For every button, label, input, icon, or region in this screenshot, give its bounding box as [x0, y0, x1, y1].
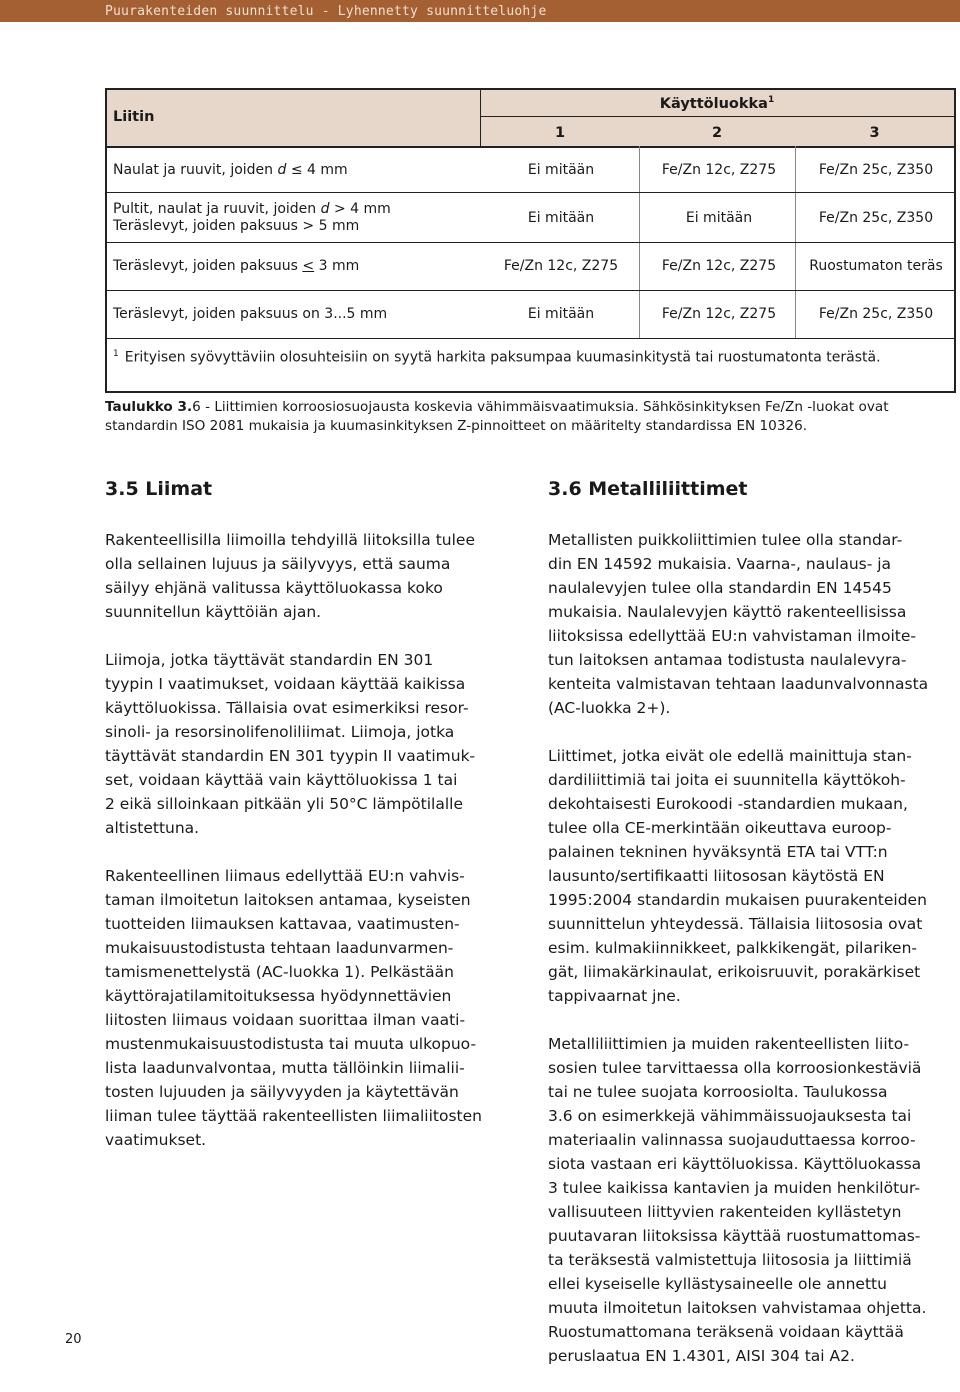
cell-class-1: Ei mitään: [527, 306, 595, 322]
paragraph: Rakenteellisilla liimoilla tehdyillä liitoksilla tulee olla sellainen lujuus ja säilyvyys, että sauma säilyy ehjänä valitussa käyttöluokassa koko suunnitellun käyttöiän ajan.: [105, 531, 475, 621]
cell-class-1: Ei mitään: [527, 210, 595, 226]
row-divider: [107, 290, 954, 291]
heading-metalliliittimet: 3.6 Metalliliittimet: [548, 478, 748, 500]
paragraph: Liimoja, jotka täyttävät standardin EN 301 tyypin I vaatimukset, voidaan käyttää kaikissa käyttöluokissa. Tällaisia ovat esimerkiksi resor- sinoli- ja resorsinolifenoliliimat. Liimoja, jotka täyttävät standardin EN 301 tyypin II vaatimuk- set, voidaan käyttää vain käyttöluokissa 1 tai 2 eikä silloinkaan pitkään yli 50°C lämpötilalle altistettuna.: [105, 651, 476, 837]
column-right: [548, 528, 960, 1392]
caption-label: Taulukko 3.: [105, 399, 193, 415]
header-kayttoluokka: [480, 95, 954, 112]
cell-class-1: Ei mitään: [527, 162, 595, 178]
paragraph: Metalliliittimien ja muiden rakenteellisten liito- sosien tulee tarvittaessa olla korroosionkestäviä tai ne tulee suojata korroosiolta. Taulukossa 3.6 on esimerkkejä vähimmäissuojauksesta tai materiaalin valinnassa suojauduttaessa korroo- siota vastaan eri käyttöluokissa. Käyttöluokassa 3 tulee kaikissa kantavien ja muiden henkilötur- vallisuuteen liittyvien rakenteiden kyllästetyn puutavaran liitoksissa käyttää ruostumattomas- ta teräksestä valmistettuja liitososia ja liittimiä ellei kyseiselle kyllästysaineelle ole annettu muuta ilmoitetun laitoksen vahvistamaa ohjetta. Ruostumattomana teräksenä voidaan käyttää peruslaatua EN 1.4301, AISI 304 tai A2.: [548, 1035, 927, 1365]
header-class-2: 2: [711, 125, 723, 141]
cell-class-2: Fe/Zn 12c, Z275: [661, 162, 777, 178]
row-divider: [107, 242, 954, 243]
running-header: Puurakenteiden suunnittelu - Lyhennetty suunnitteluohje: [105, 4, 547, 19]
cell-class-2: Ei mitään: [685, 210, 753, 226]
cell-class-1: Fe/Zn 12c, Z275: [503, 258, 619, 274]
cell-class-2: Fe/Zn 12c, Z275: [661, 258, 777, 274]
paragraph: Metallisten puikkoliittimien tulee olla standar- din EN 14592 mukaisia. Vaarna-, naulaus- ja naulalevyjen tulee olla standardin EN 14545 mukaisia. Naulalevyjen käyttö rakenteellisissa liitoksissa edellyttää EU:n vahvistaman ilmoite- tun laitoksen antamaa todistusta naulalevyra- kenteita valmistavan tehtaan laadunvalvonnasta (AC-luokka 2+).: [548, 531, 929, 717]
caption-text: 6 - Liittimien korroosiosuojausta koskevia vähimmäisvaatimuksia. Sähkösinkityksen Fe/Zn -luokat ovat standardin ISO 2081 mukaisia ja kuumasinkityksen Z-pinnoitteet on määritelty standardissa EN 10326.: [105, 399, 889, 434]
row-label: Teräslevyt, joiden paksuus < 3 mm: [113, 258, 360, 274]
table-header: [107, 90, 954, 148]
footnote-text: Erityisen syövyttäviin olosuhteisiin on syytä harkita paksumpaa kuumasinkitystä tai ruostumatonta terästä.: [124, 349, 881, 366]
header-kayttoluokka-sup: 1: [767, 95, 775, 105]
cell-class-3: Fe/Zn 25c, Z350: [818, 162, 934, 178]
row-label: Naulat ja ruuvit, joiden d ≤ 4 mm: [113, 162, 348, 178]
corrosion-table: [105, 88, 956, 393]
paragraph: Liittimet, jotka eivät ole edellä mainittuja stan- dardiliittimiä tai joita ei suunnitella käyttökoh- dekohtaisesti Eurokoodi -standardien mukaan, tulee olla CE-merkintään oikeuttava euroop- palainen tekninen hyväksyntä ETA tai VTT:n lausunto/sertifikaatti liitososan käytöstä EN 1995:2004 standardin mukaisen puurakenteiden suunnittelun yhteydessä. Tällaisia liitososia ovat esim. kulmakiinnikkeet, palkkikengät, pilariken- gät, liimakärkinaulat, erikoisruuvit, porakärkiset tappivaarnat jne.: [548, 747, 927, 1005]
table-footnote: [113, 345, 943, 368]
heading-liimat: 3.5 Liimat: [105, 478, 213, 500]
page-number: 20: [65, 1332, 82, 1347]
header-kayttoluokka-text: Käyttöluokka: [659, 95, 768, 112]
header-class-1: 1: [554, 125, 566, 141]
cell-class-3: Ruostumaton teräs: [809, 258, 943, 274]
table-caption: [105, 398, 955, 436]
row-divider: [107, 192, 954, 193]
header-subline: [481, 116, 954, 117]
paragraph: Rakenteellinen liimaus edellyttää EU:n vahvis- taman ilmoitetun laitoksen antamaa, kyseisten tuotteiden liimauksen kattavaa, vaatimusten- mukaisuustodistusta tehtaan laadunvarmen- tamismenettelystä (AC-luokka 1). Pelkästään käyttörajatilamitoituksessa hyödynnettävien liitosten liimaus voidaan suorittaa ilman vaati- mustenmukaisuustodistusta tai muuta ulkopuo- lista laadunvalvontaa, mutta tällöinkin liimalii- tosten lujuuden ja säilyvyyden ja käytettävän liiman tulee täyttää rakenteellisten liimaliitosten vaatimukset.: [105, 867, 482, 1149]
footnote-marker: 1: [113, 349, 119, 359]
cell-class-3: Fe/Zn 25c, Z350: [818, 210, 934, 226]
row-label: Teräslevyt, joiden paksuus on 3...5 mm: [113, 306, 388, 322]
column-left: [105, 528, 525, 1176]
header-class-3: 3: [869, 125, 880, 141]
header-bar: [0, 0, 960, 22]
header-liitin: Liitin: [113, 109, 155, 125]
row-label: Pultit, naulat ja ruuvit, joiden d > 4 mm Teräslevyt, joiden paksuus > 5 mm: [113, 201, 391, 234]
cell-class-3: Fe/Zn 25c, Z350: [818, 306, 934, 322]
row-divider: [107, 338, 954, 339]
cell-class-2: Fe/Zn 12c, Z275: [661, 306, 777, 322]
